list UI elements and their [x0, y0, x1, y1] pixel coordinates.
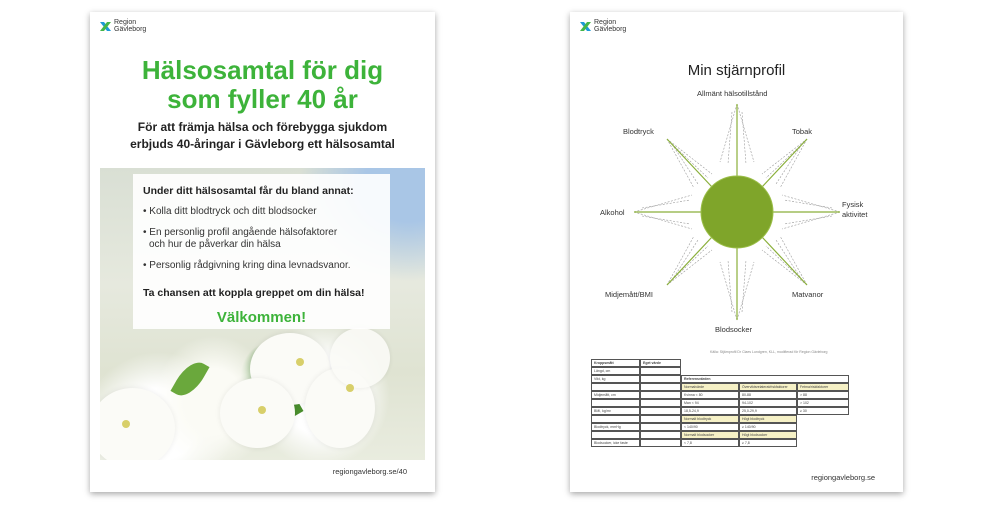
bp-value: ≥ 140/90 [739, 423, 797, 431]
axis-label-blood-sugar: Blodsocker [715, 325, 753, 334]
table-row-label: Vikt, kg [591, 375, 640, 383]
value-input-cell[interactable] [640, 439, 681, 447]
ref-header: Överviktsrelaterat/riskfaktorer [739, 383, 797, 391]
axis-label-physical-activity: Fysisk [842, 200, 864, 209]
call-to-action: Ta chansen att koppla greppet om din hälsa! [143, 287, 365, 299]
blossom-shape [330, 328, 390, 388]
website-url[interactable]: regiongavleborg.se [811, 473, 875, 482]
axis-label-food-habits: Matvanor [792, 290, 824, 299]
table-row-label: Midjemått, cm [591, 391, 640, 399]
value-input-cell[interactable] [640, 407, 681, 415]
ref-header: Fetma/riskfaktorer [797, 383, 849, 391]
headline-line2: som fyller 40 år [167, 84, 358, 114]
welcome-text: Välkommen! [216, 309, 307, 326]
table-row-label: BMI, kg/m² [591, 407, 640, 415]
stamen-shape [346, 384, 354, 392]
value-input-cell[interactable] [640, 391, 681, 399]
ref-cell: > 102 [797, 399, 849, 407]
reference-title: Referensvärden [681, 375, 849, 383]
value-input-cell[interactable] [640, 375, 681, 383]
table-row-label: Längd, cm [591, 367, 640, 375]
website-url[interactable]: regiongavleborg.se/40 [332, 467, 407, 476]
logo-line1: Region [114, 19, 137, 26]
table-header: Kroppsmått [591, 359, 640, 367]
info-box [133, 174, 390, 329]
star-profile-diagram [570, 12, 903, 352]
star-profile-title: Min stjärnprofil [687, 62, 786, 79]
logo-line1: Region [594, 19, 617, 26]
ref-cell: Man < 94 [681, 399, 739, 407]
table-row-label [591, 383, 640, 391]
bs-value: ≥ 7,8 [739, 439, 797, 447]
value-input-cell[interactable] [640, 415, 681, 423]
bp-value: < 140/90 [681, 423, 739, 431]
headline [90, 56, 435, 114]
ref-cell: 94-102 [739, 399, 797, 407]
ref-cell: 25,0-29,9 [739, 407, 797, 415]
stamen-shape [122, 420, 130, 428]
headline-line1: Hälsosamtal för dig [141, 55, 384, 85]
value-input-cell[interactable] [640, 383, 681, 391]
bullet-item: • Personlig rådgivning kring dina levnadsvanor. [143, 260, 351, 271]
axis-label-tobacco: Tobak [792, 127, 813, 136]
subhead-line1: För att främja hälsa och förebygga sjukdom [137, 120, 388, 134]
subheadline [90, 119, 435, 153]
bp-header: Högt blodtryck [739, 415, 797, 423]
bullet-item: • En personlig profil angående hälsofaktorer [143, 227, 338, 238]
bp-header: Normalt blodtryck [681, 415, 739, 423]
table-row-label: Blodsocker, icke faste [591, 439, 640, 447]
brochure-page-left [90, 12, 435, 492]
table-row-label: Blodtryck, mmHg [591, 423, 640, 431]
ref-cell: ≥ 30 [797, 407, 849, 415]
bullet-item-continued: och hur de påverkar din hälsa [149, 239, 281, 250]
value-input-cell[interactable] [640, 399, 681, 407]
ref-cell: Kvinna < 80 [681, 391, 739, 399]
blossom-photo [100, 168, 425, 460]
bs-value: < 7,8 [681, 439, 739, 447]
logo-line2: Gävleborg [594, 26, 627, 33]
bs-header: Högt blodsocker [739, 431, 797, 439]
ref-cell: 18,5-24,9 [681, 407, 739, 415]
axis-label-general-health: Allmänt hälsotillstånd [697, 89, 768, 98]
bs-header: Normalt blodsocker [681, 431, 739, 439]
blossom-shape [100, 388, 175, 460]
value-input-cell[interactable] [640, 367, 681, 375]
axis-label-waist-bmi: Midjemått/BMI [605, 290, 653, 299]
leaf-shape [170, 356, 209, 402]
axis-label-blood-pressure: Blodtryck [623, 127, 654, 136]
stamen-shape [296, 358, 304, 366]
ref-header: Normalvärde [681, 383, 739, 391]
table-row-label [591, 415, 640, 423]
value-input-cell[interactable] [640, 423, 681, 431]
bullet-item: • Kolla ditt blodtryck och ditt blodsocker [143, 206, 317, 217]
logo-line2: Gävleborg [114, 26, 147, 33]
blossom-shape [220, 378, 295, 448]
ref-cell: > 88 [797, 391, 849, 399]
brochure-page-right [570, 12, 903, 492]
stamen-shape [258, 406, 266, 414]
region-logo [100, 19, 146, 33]
table-row-label [591, 399, 640, 407]
axis-label-alcohol: Alkohol [600, 208, 625, 217]
source-credit: Källa: Stjärnprofil Dr Claes Lundgren, KLL, modifierad för Region Gävleborg [710, 350, 828, 354]
table-header: Eget värde [640, 359, 681, 367]
table-row-label [591, 431, 640, 439]
region-logo-icon [100, 21, 111, 32]
value-input-cell[interactable] [640, 431, 681, 439]
info-title: Under ditt hälsosamtal får du bland annat: [143, 185, 354, 197]
ref-cell: 80-88 [739, 391, 797, 399]
axis-label-physical-activity-line2: aktivitet [842, 210, 868, 219]
subhead-line2: erbjuds 40-åringar i Gävleborg ett hälsosamtal [130, 137, 395, 151]
